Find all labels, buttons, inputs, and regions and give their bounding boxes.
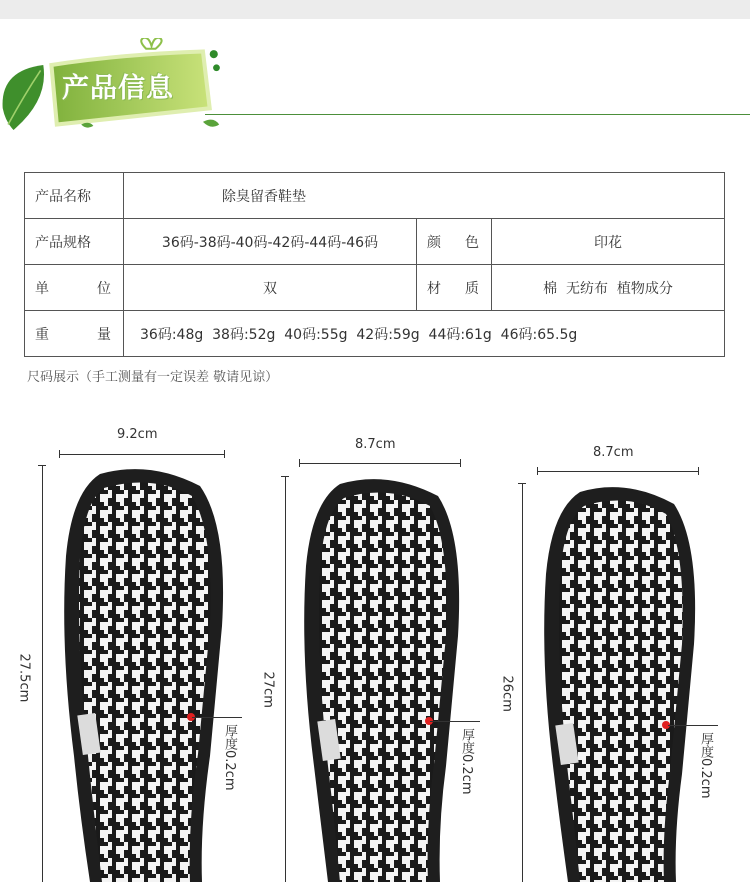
width-label: 9.2cm <box>117 427 158 442</box>
length-label: 27.5cm <box>16 653 32 703</box>
length-dimension-line <box>285 476 286 882</box>
row-label: 材 质 <box>417 265 492 311</box>
table-row <box>25 265 725 311</box>
section-title: 产品信息 <box>62 73 174 104</box>
color-value: 印花 <box>492 219 725 265</box>
thickness-label: 厚度0.2cm <box>698 732 713 799</box>
length-label: 27cm <box>260 671 276 708</box>
row-label: 单 位 <box>25 265 124 311</box>
title-divider <box>205 114 750 115</box>
insole-image <box>298 476 468 882</box>
row-label: 产品名称 <box>25 173 124 219</box>
length-dimension-line <box>522 483 523 882</box>
material-value: 棉 无纺布 植物成分 <box>492 265 725 311</box>
table-row <box>25 219 725 265</box>
top-bar <box>0 0 750 19</box>
insole-image <box>538 484 703 882</box>
width-dimension-line <box>537 471 699 472</box>
size-note: 尺码展示（手工测量有一定误差 敬请见谅） <box>27 370 279 385</box>
row-label: 重 量 <box>25 311 124 357</box>
length-dimension-line <box>42 465 43 882</box>
width-label: 8.7cm <box>593 445 634 460</box>
spec-table <box>24 172 725 357</box>
thickness-label: 厚度0.2cm <box>459 728 474 795</box>
width-label: 8.7cm <box>355 437 396 452</box>
insole-image <box>60 466 230 882</box>
thickness-label: 厚度0.2cm <box>222 724 237 791</box>
table-row <box>25 311 725 357</box>
weight-value: 36码:48g 38码:52g 40码:55g 42码:59g 44码:61g 46码:65.5g <box>124 311 725 357</box>
row-label: 颜 色 <box>417 219 492 265</box>
width-dimension-line <box>59 454 225 455</box>
row-label: 产品规格 <box>25 219 124 265</box>
width-dimension-line <box>299 463 461 464</box>
product-name-value: 除臭留香鞋垫 <box>124 173 725 219</box>
size-spec-value: 36码-38码-40码-42码-44码-46码 <box>124 219 417 265</box>
length-label: 26cm <box>499 675 515 712</box>
table-row <box>25 173 725 219</box>
unit-value: 双 <box>124 265 417 311</box>
